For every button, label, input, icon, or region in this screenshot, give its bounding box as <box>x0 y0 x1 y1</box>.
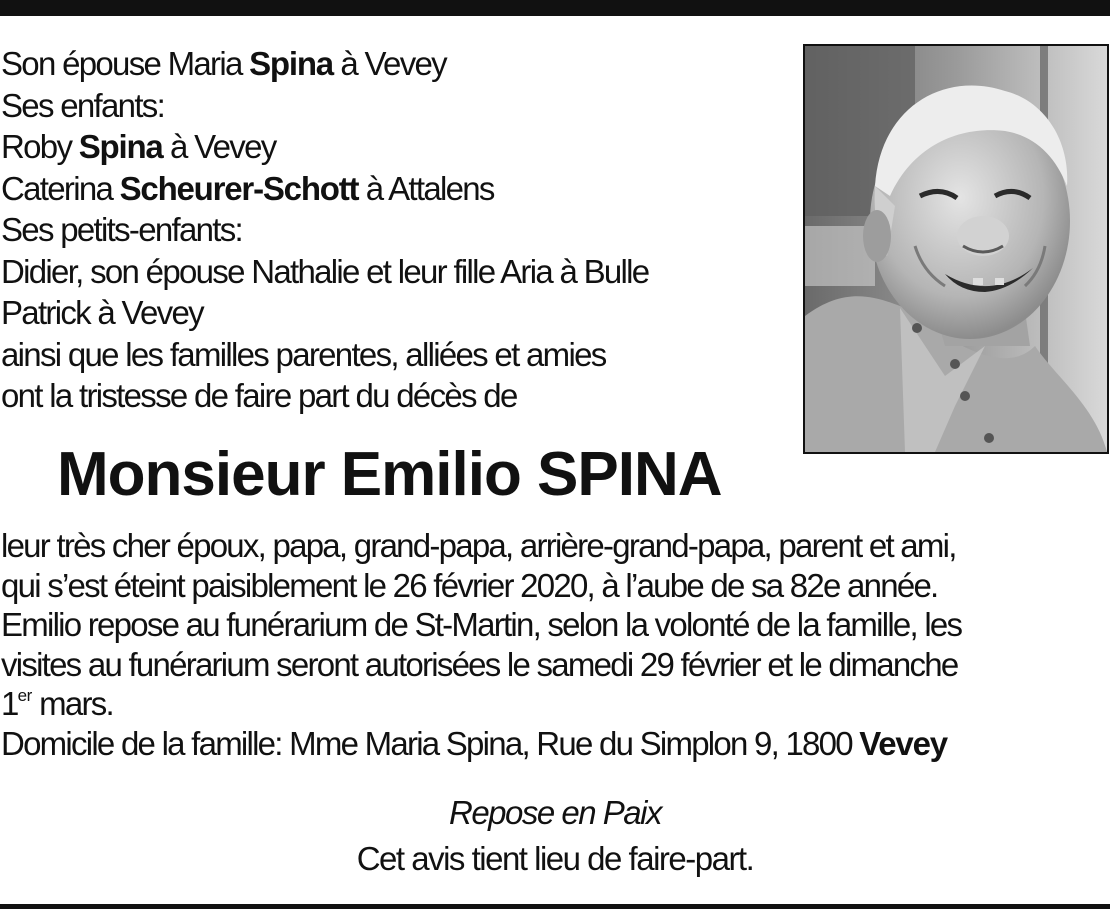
family-heading-children: Ses enfants: <box>1 86 165 124</box>
obituary-line: leur très cher époux, papa, grand-papa, arrière-grand-papa, parent et ami, <box>1 527 956 564</box>
surname: Scheurer-Schott <box>119 169 359 207</box>
surname: Spina <box>78 128 163 165</box>
family-line-child: Roby Spina à Vevey <box>1 128 276 165</box>
obituary-line: 1er mars. <box>1 685 113 722</box>
family-heading-grandchildren: Ses petits-enfants: <box>1 211 243 248</box>
deceased-name: Monsieur Emilio SPINA <box>57 440 722 509</box>
farewell-text: Repose en Paix <box>449 794 661 831</box>
ordinal-superscript: er <box>17 686 32 705</box>
family-line-grandchild: Patrick à Vevey <box>1 294 203 331</box>
top-rule <box>0 0 1110 16</box>
bottom-rule <box>0 904 1110 909</box>
obituary-line: qui s’est éteint paisiblement le 26 février 2020, à l’aube de sa 82e année. <box>1 566 938 604</box>
surname: Spina <box>249 45 333 82</box>
town-name: Vevey <box>859 724 947 762</box>
closing-section <box>0 790 1110 882</box>
obituary-text <box>1 526 1109 763</box>
obituary-line: visites au funérarium seront autorisées le samedi 29 février et le dimanche <box>1 645 958 683</box>
family-line-relatives: ainsi que les familles parentes, alliées et amies <box>1 335 606 373</box>
family-address-line: Domicile de la famille: Mme Maria Spina, Rue du Simplon 9, 1800 Vevey <box>1 724 947 762</box>
family-line-spouse: Son épouse Maria Spina à Vevey <box>1 45 446 82</box>
family-line-announcement: ont la tristesse de faire part du décès de <box>1 377 517 414</box>
obituary-line: Emilio repose au funérarium de St-Martin, selon la volonté de la famille, les <box>1 606 962 643</box>
deceased-portrait-photo <box>803 44 1109 454</box>
family-line-child: Caterina Scheurer-Schott à Attalens <box>1 169 494 207</box>
family-list <box>1 43 791 417</box>
notice-text: Cet avis tient lieu de faire-part. <box>356 840 754 877</box>
family-line-grandchild: Didier, son épouse Nathalie et leur fille Aria à Bulle <box>1 252 649 290</box>
